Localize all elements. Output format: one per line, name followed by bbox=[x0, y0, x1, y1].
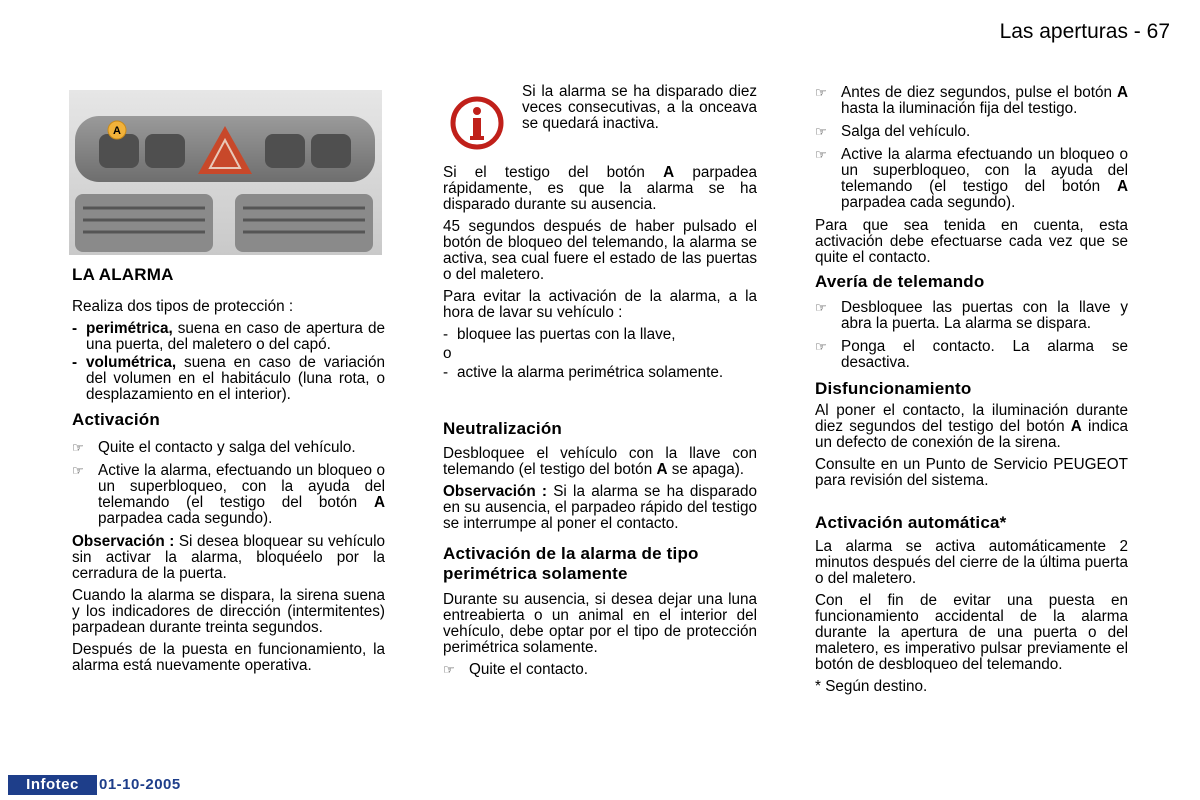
intro-text: Realiza dos tipos de protección : bbox=[72, 298, 294, 315]
heading-activacion: Activación bbox=[72, 410, 160, 429]
column-1 bbox=[72, 265, 385, 680]
pointing-hand-icon: ☞ bbox=[815, 147, 827, 162]
column-2 bbox=[443, 165, 757, 685]
heading-neutralizacion: Neutralización bbox=[443, 419, 562, 438]
list-item: - perimétrica, suena en caso de apertura de una puerta, del maletero o del capó. bbox=[72, 320, 385, 353]
paragraph: Para evitar la activación de la alarma, a la hora de lavar su vehículo : bbox=[443, 288, 757, 321]
paragraph: Si el testigo del botón A parpadea rápidamente, es que la alarma se ha disparado durante su ausencia. bbox=[443, 164, 757, 213]
paragraph: Para que sea tenida en cuenta, esta activación debe efectuarse cada vez que se quite el contacto. bbox=[815, 217, 1128, 266]
list-item: ☞ Active la alarma efectuando un bloqueo o un superbloqueo, con la ayuda del telemando (el testigo del botón A parpadea cada segundo). bbox=[815, 146, 1128, 211]
list-item: ☞ Antes de diez segundos, pulse el botón A hasta la iluminación fija del testigo. bbox=[815, 84, 1128, 117]
list-item: ☞ Active la alarma, efectuando un bloqueo o un superbloqueo, con la ayuda del telemando (el testigo del botón A parpadea cada segundo). bbox=[72, 462, 385, 527]
list-item: ☞ Quite el contacto y salga del vehículo. bbox=[72, 439, 356, 456]
button-a-label: A bbox=[113, 125, 121, 137]
paragraph: Consulte en un Punto de Servicio PEUGEOT para revisión del sistema. bbox=[815, 456, 1128, 489]
pointing-hand-icon: ☞ bbox=[443, 662, 455, 677]
paragraph: 45 segundos después de haber pulsado el botón de bloqueo del telemando, la alarma se activa, sea cual fuere el estado de las puertas o del maletero. bbox=[443, 218, 757, 283]
paragraph: La alarma se activa automáticamente 2 minutos después del cierre de la última puerta o del maletero. bbox=[815, 538, 1128, 587]
pointing-hand-icon: ☞ bbox=[815, 85, 827, 100]
observation-text: Observación : Si desea bloquear su vehículo sin activar la alarma, bloquéelo por la cerradura de la puerta. bbox=[72, 533, 385, 582]
heading-averia: Avería de telemando bbox=[815, 272, 985, 291]
or-text: o bbox=[443, 345, 452, 362]
heading-activacion-automatica: Activación automática* bbox=[815, 513, 1007, 532]
list-item: ☞ Quite el contacto. bbox=[443, 661, 589, 678]
list-item: - bloquee las puertas con la llave, bbox=[443, 326, 676, 343]
pointing-hand-icon: ☞ bbox=[815, 124, 827, 139]
footnote: * Según destino. bbox=[815, 678, 928, 695]
heading-alarma: LA ALARMA bbox=[72, 265, 174, 284]
footer-date: 01-10-2005 bbox=[99, 776, 181, 793]
observation-text: Observación : Si la alarma se ha disparado en su ausencia, el parpadeo rápido del testigo se interrumpe al poner el contacto. bbox=[443, 483, 757, 532]
paragraph: Con el fin de evitar una puesta en funcionamiento accidental de la alarma durante la apertura de una puerta o del maletero, es imperativo pulsar previamente el botón de desbloqueo del telemando. bbox=[815, 592, 1128, 673]
info-note: Si la alarma se ha disparado diez veces consecutivas, a la onceava se quedará inactiva. bbox=[522, 83, 757, 132]
paragraph: Cuando la alarma se dispara, la sirena suena y los indicadores de dirección (intermitentes) parpadean durante treinta segundos. bbox=[72, 587, 385, 636]
page-header: Las aperturas - 67 bbox=[999, 20, 1170, 43]
paragraph: Después de la puesta en funcionamiento, la alarma está nuevamente operativa. bbox=[72, 641, 385, 674]
paragraph: Al poner el contacto, la iluminación durante diez segundos del testigo del botón A indica un defecto de conexión de la sirena. bbox=[815, 402, 1129, 451]
list-item: - active la alarma perimétrica solamente. bbox=[443, 364, 724, 381]
dashboard-photo bbox=[69, 90, 382, 255]
info-icon bbox=[450, 96, 504, 150]
list-item: - volumétrica, suena en caso de variación del volumen en el habitáculo (luna rota, o desplazamiento en el interior). bbox=[72, 354, 385, 403]
list-item: ☞ Desbloquee las puertas con la llave y abra la puerta. La alarma se dispara. bbox=[815, 299, 1128, 332]
column-3 bbox=[815, 85, 1128, 701]
heading-disfuncionamiento: Disfuncionamiento bbox=[815, 379, 972, 398]
paragraph: Desbloquee el vehículo con la llave con telemando (el testigo del botón A se apaga). bbox=[443, 445, 757, 478]
pointing-hand-icon: ☞ bbox=[815, 339, 827, 354]
list-item: ☞ Ponga el contacto. La alarma se desactiva. bbox=[815, 338, 1128, 371]
infotec-logo: Infotec bbox=[8, 775, 97, 795]
paragraph: Durante su ausencia, si desea dejar una luna entreabierta o un animal en el interior del vehículo, debe optar por el tipo de protección perimétrica solamente. bbox=[443, 591, 757, 656]
heading-perimetrica: Activación de la alarma de tipo perimétrica solamente bbox=[443, 544, 699, 583]
pointing-hand-icon: ☞ bbox=[72, 440, 84, 455]
pointing-hand-icon: ☞ bbox=[815, 300, 827, 315]
list-item: ☞ Salga del vehículo. bbox=[815, 123, 971, 140]
pointing-hand-icon: ☞ bbox=[72, 463, 84, 478]
